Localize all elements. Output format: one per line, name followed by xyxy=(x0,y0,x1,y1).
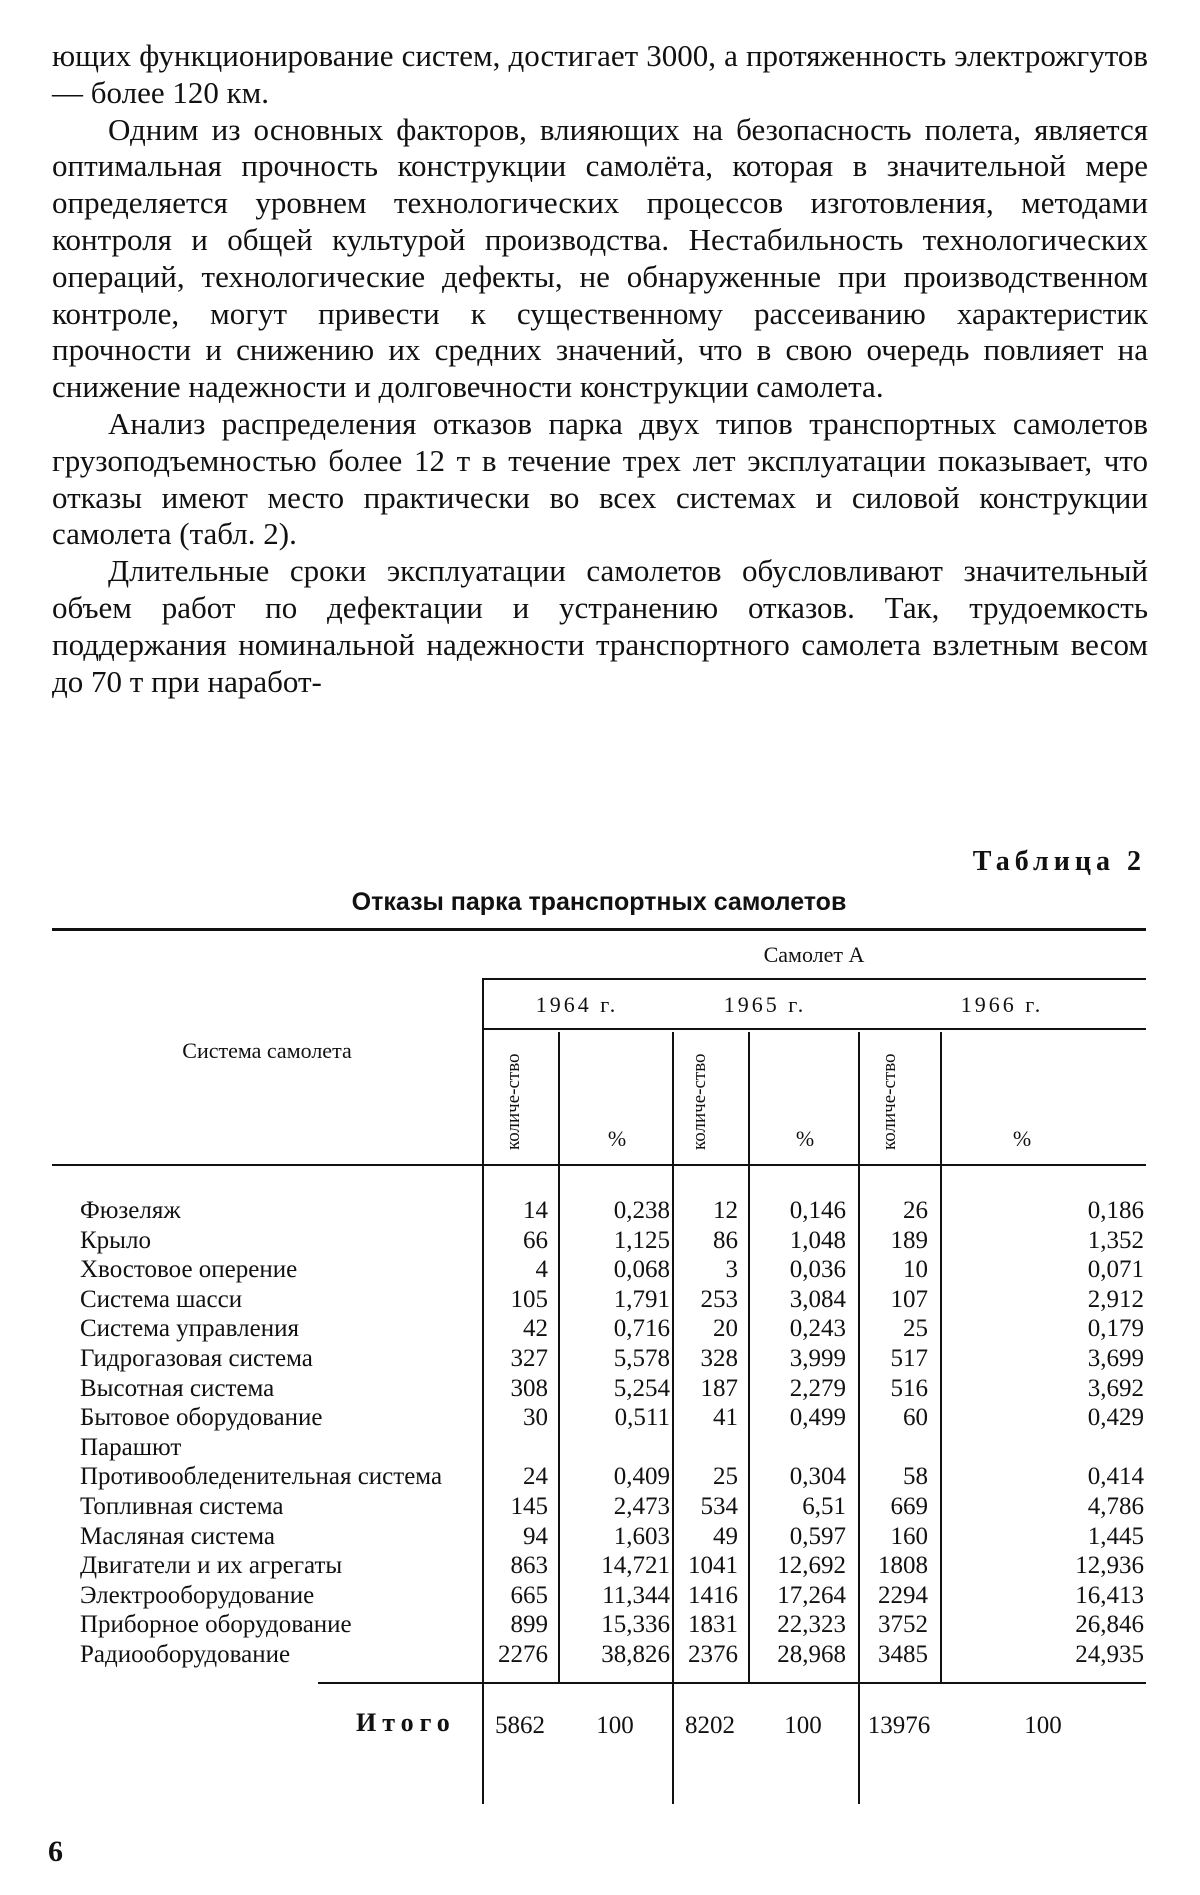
table-cell: 2,912 xyxy=(1087,1285,1144,1313)
table-cell: 15,336 xyxy=(601,1611,670,1639)
table-cell: 0,304 xyxy=(789,1463,846,1491)
header-count-1966: количе-ство xyxy=(879,1053,900,1151)
table-cell: 1416 xyxy=(688,1581,738,1609)
total-rule xyxy=(318,1682,1146,1684)
table-cell: 14 xyxy=(523,1197,548,1224)
table-cell: 12,692 xyxy=(777,1552,846,1580)
table-cell: 30 xyxy=(523,1404,548,1432)
table-row-system: Парашют xyxy=(80,1433,182,1461)
table-cell: 0,146 xyxy=(789,1197,846,1224)
table-cell: 26,846 xyxy=(1075,1611,1144,1639)
paragraph: Одним из основных факторов, влияющих на безопасность полета, является оптимальная прочность конструкции самолёта, которая в значительной мере определяется уровнем технологических процессов изготовления, методами контроля и общей культурой производства. Нестабильность технологических операций, технологические дефекты, не обнаруженные при производственном контроле, могут привести к существенному рассеиванию характеристик прочности и снижению их средних значений, что в свою очередь повлияет на снижение надежности и долговечности конструкции самолета. xyxy=(52,111,1148,405)
table-cell: 0,179 xyxy=(1087,1315,1144,1343)
header-group: Самолет А xyxy=(763,942,865,967)
table-cell: 24,935 xyxy=(1075,1641,1144,1668)
header-count-1964: количе-ство xyxy=(503,1053,524,1151)
table-cell: 327 xyxy=(510,1345,548,1372)
table-cell: 1831 xyxy=(688,1611,738,1639)
table-cell: 42 xyxy=(523,1315,548,1343)
table-cell: 28,968 xyxy=(777,1641,846,1668)
table-cell: 1041 xyxy=(688,1552,738,1580)
table-cell: 1,352 xyxy=(1087,1226,1144,1254)
table-cell: 38,826 xyxy=(601,1641,670,1668)
table-cell: 0,036 xyxy=(789,1256,846,1284)
table-cell: 516 xyxy=(890,1374,928,1402)
table-cell: 517 xyxy=(890,1345,928,1372)
table-cell: 20 xyxy=(713,1315,738,1343)
header-year-1964: 1964 г. xyxy=(535,992,619,1017)
table-cell: 665 xyxy=(510,1581,548,1609)
table-row-system: Бытовое оборудование xyxy=(80,1404,323,1432)
table-cell: 10 xyxy=(903,1256,928,1284)
table-cell: 3485 xyxy=(878,1641,928,1668)
table-row-system: Фюзеляж xyxy=(80,1197,181,1224)
header-pct-1966: % xyxy=(1012,1126,1032,1151)
table-cell: 86 xyxy=(713,1226,738,1254)
table-cell: 1,445 xyxy=(1087,1522,1144,1550)
total-cell: 100 xyxy=(784,1712,822,1739)
table-cell: 1,125 xyxy=(613,1226,670,1254)
total-cell: 100 xyxy=(1024,1712,1062,1739)
total-cell: 5862 xyxy=(495,1712,545,1739)
table-cell: 5,578 xyxy=(613,1345,670,1372)
table-cell: 534 xyxy=(700,1493,738,1520)
table-cell: 160 xyxy=(890,1522,928,1550)
table-cell: 3,084 xyxy=(789,1285,846,1313)
table-row-system: Масляная система xyxy=(80,1522,275,1550)
table-cell: 6,51 xyxy=(802,1493,846,1520)
table-cell: 14,721 xyxy=(601,1552,670,1580)
table-cell: 22,323 xyxy=(777,1611,846,1639)
table-cell: 1,048 xyxy=(789,1226,846,1254)
header-bottom-rule xyxy=(52,1164,1146,1166)
table-cell: 4 xyxy=(535,1256,548,1284)
table-cell: 60 xyxy=(903,1404,928,1432)
table-cell: 3,999 xyxy=(789,1345,846,1372)
table-cell: 26 xyxy=(903,1197,928,1224)
table-cell: 94 xyxy=(523,1522,548,1550)
table-cell: 2,473 xyxy=(613,1493,670,1520)
year-rule xyxy=(482,1028,1146,1030)
page-number: 6 xyxy=(48,1835,63,1868)
table-cell: 25 xyxy=(713,1463,738,1491)
table-cell: 3752 xyxy=(878,1611,928,1639)
table-cell: 145 xyxy=(510,1493,548,1520)
table-title: Отказы парка транспортных самолетов xyxy=(351,888,847,916)
table-row-system: Электрооборудование xyxy=(80,1581,315,1609)
table-cell: 328 xyxy=(700,1345,738,1372)
header-year-1965: 1965 г. xyxy=(723,992,807,1017)
table-cell: 49 xyxy=(713,1522,738,1550)
table-row-system: Радиооборудование xyxy=(80,1641,291,1668)
column-rule xyxy=(558,1032,560,1682)
table-cell: 66 xyxy=(523,1226,548,1254)
table-row-system: Система управления xyxy=(80,1315,299,1343)
table-top-rule xyxy=(52,928,1146,931)
table-row-system: Противообледенительная система xyxy=(80,1463,443,1491)
table-row-system: Высотная система xyxy=(80,1374,275,1402)
column-rule xyxy=(748,1032,750,1682)
table-cell: 3,692 xyxy=(1087,1374,1144,1402)
table-cell: 4,786 xyxy=(1087,1493,1144,1520)
table-cell: 0,716 xyxy=(613,1315,670,1343)
column-rule xyxy=(482,980,484,1804)
table-cell: 2294 xyxy=(878,1581,928,1609)
table-cell: 187 xyxy=(700,1374,738,1402)
table-cell: 16,413 xyxy=(1075,1581,1144,1609)
table-cell: 12,936 xyxy=(1075,1552,1144,1580)
column-rule xyxy=(858,1032,860,1804)
table-cell: 3,699 xyxy=(1087,1345,1144,1372)
table-cell: 253 xyxy=(700,1285,738,1313)
header-count-1965: количе-ство xyxy=(689,1053,710,1151)
table-cell: 17,264 xyxy=(777,1581,846,1609)
table-cell: 12 xyxy=(713,1197,738,1224)
table-cell: 0,186 xyxy=(1087,1197,1144,1224)
table-cell: 41 xyxy=(713,1404,738,1432)
total-cell: 13976 xyxy=(867,1712,931,1739)
header-system: Система самолета xyxy=(182,1038,352,1063)
column-rule xyxy=(672,1032,674,1804)
paragraph: Длительные сроки эксплуатации самолетов обусловливают значительный объем работ по дефектации и устранению отказов. Так, трудоемкость поддержания номинальной надежности транспортного самолета взлетным весом до 70 т при наработ- xyxy=(52,553,1148,699)
table-cell: 24 xyxy=(523,1463,548,1491)
table-cell: 0,068 xyxy=(613,1256,670,1284)
header-pct-1964: % xyxy=(607,1126,627,1151)
table-cell: 1808 xyxy=(878,1552,928,1580)
table-cell: 0,597 xyxy=(789,1522,846,1550)
table-cell: 2276 xyxy=(498,1641,548,1668)
table-cell: 1,791 xyxy=(613,1285,670,1313)
table-cell: 0,499 xyxy=(789,1404,846,1432)
paragraph: ющих функционирование систем, достигает 3000, а протяженность электрожгутов — более 120 км. xyxy=(52,38,1148,110)
table-row-system: Система шасси xyxy=(80,1285,243,1313)
table-label: Таблица 2 xyxy=(972,846,1146,877)
table-cell: 11,344 xyxy=(602,1581,670,1609)
header-year-1966: 1966 г. xyxy=(960,992,1044,1017)
table-cell: 0,243 xyxy=(789,1315,846,1343)
table-cell: 2,279 xyxy=(789,1374,846,1402)
table-cell: 0,409 xyxy=(613,1463,670,1491)
table-row-system: Приборное оборудование xyxy=(80,1611,352,1639)
table-cell: 105 xyxy=(510,1285,548,1313)
table-cell: 0,414 xyxy=(1087,1463,1144,1491)
table-cell: 0,429 xyxy=(1087,1404,1144,1432)
table-row-system: Гидрогазовая система xyxy=(80,1345,313,1372)
table-cell: 3 xyxy=(725,1256,738,1284)
total-label: Итого xyxy=(356,1708,456,1737)
table-row-system: Двигатели и их агрегаты xyxy=(80,1552,343,1580)
total-cell: 100 xyxy=(596,1712,634,1739)
table-cell: 0,511 xyxy=(614,1404,670,1432)
header-pct-1965: % xyxy=(795,1126,815,1151)
group-rule xyxy=(482,978,1146,980)
table-row-system: Топливная система xyxy=(80,1493,284,1520)
table-cell: 308 xyxy=(510,1374,548,1402)
table-cell: 107 xyxy=(890,1285,928,1313)
table-cell: 189 xyxy=(890,1226,928,1254)
table-cell: 25 xyxy=(903,1315,928,1343)
table-cell: 1,603 xyxy=(613,1522,670,1550)
failures-table xyxy=(52,928,1146,1808)
table-cell: 2376 xyxy=(688,1641,738,1668)
table-cell: 58 xyxy=(903,1463,928,1491)
table-cell: 0,071 xyxy=(1087,1256,1144,1284)
table-row-system: Крыло xyxy=(80,1226,151,1254)
table-cell: 669 xyxy=(890,1493,928,1520)
table-cell: 899 xyxy=(510,1611,548,1639)
table-row-system: Хвостовое оперение xyxy=(80,1256,298,1284)
column-rule xyxy=(940,1032,942,1682)
table-cell: 5,254 xyxy=(613,1374,670,1402)
body-text xyxy=(52,38,1148,700)
table-cell: 863 xyxy=(510,1552,548,1580)
table-cell: 0,238 xyxy=(613,1197,670,1224)
total-cell: 8202 xyxy=(685,1712,735,1739)
paragraph: Анализ распределения отказов парка двух типов транспортных самолетов грузоподъемностью более 12 т в течение трех лет эксплуатации показывает, что отказы имеют место практически во всех системах и силовой конструкции самолета (табл. 2). xyxy=(52,405,1148,552)
